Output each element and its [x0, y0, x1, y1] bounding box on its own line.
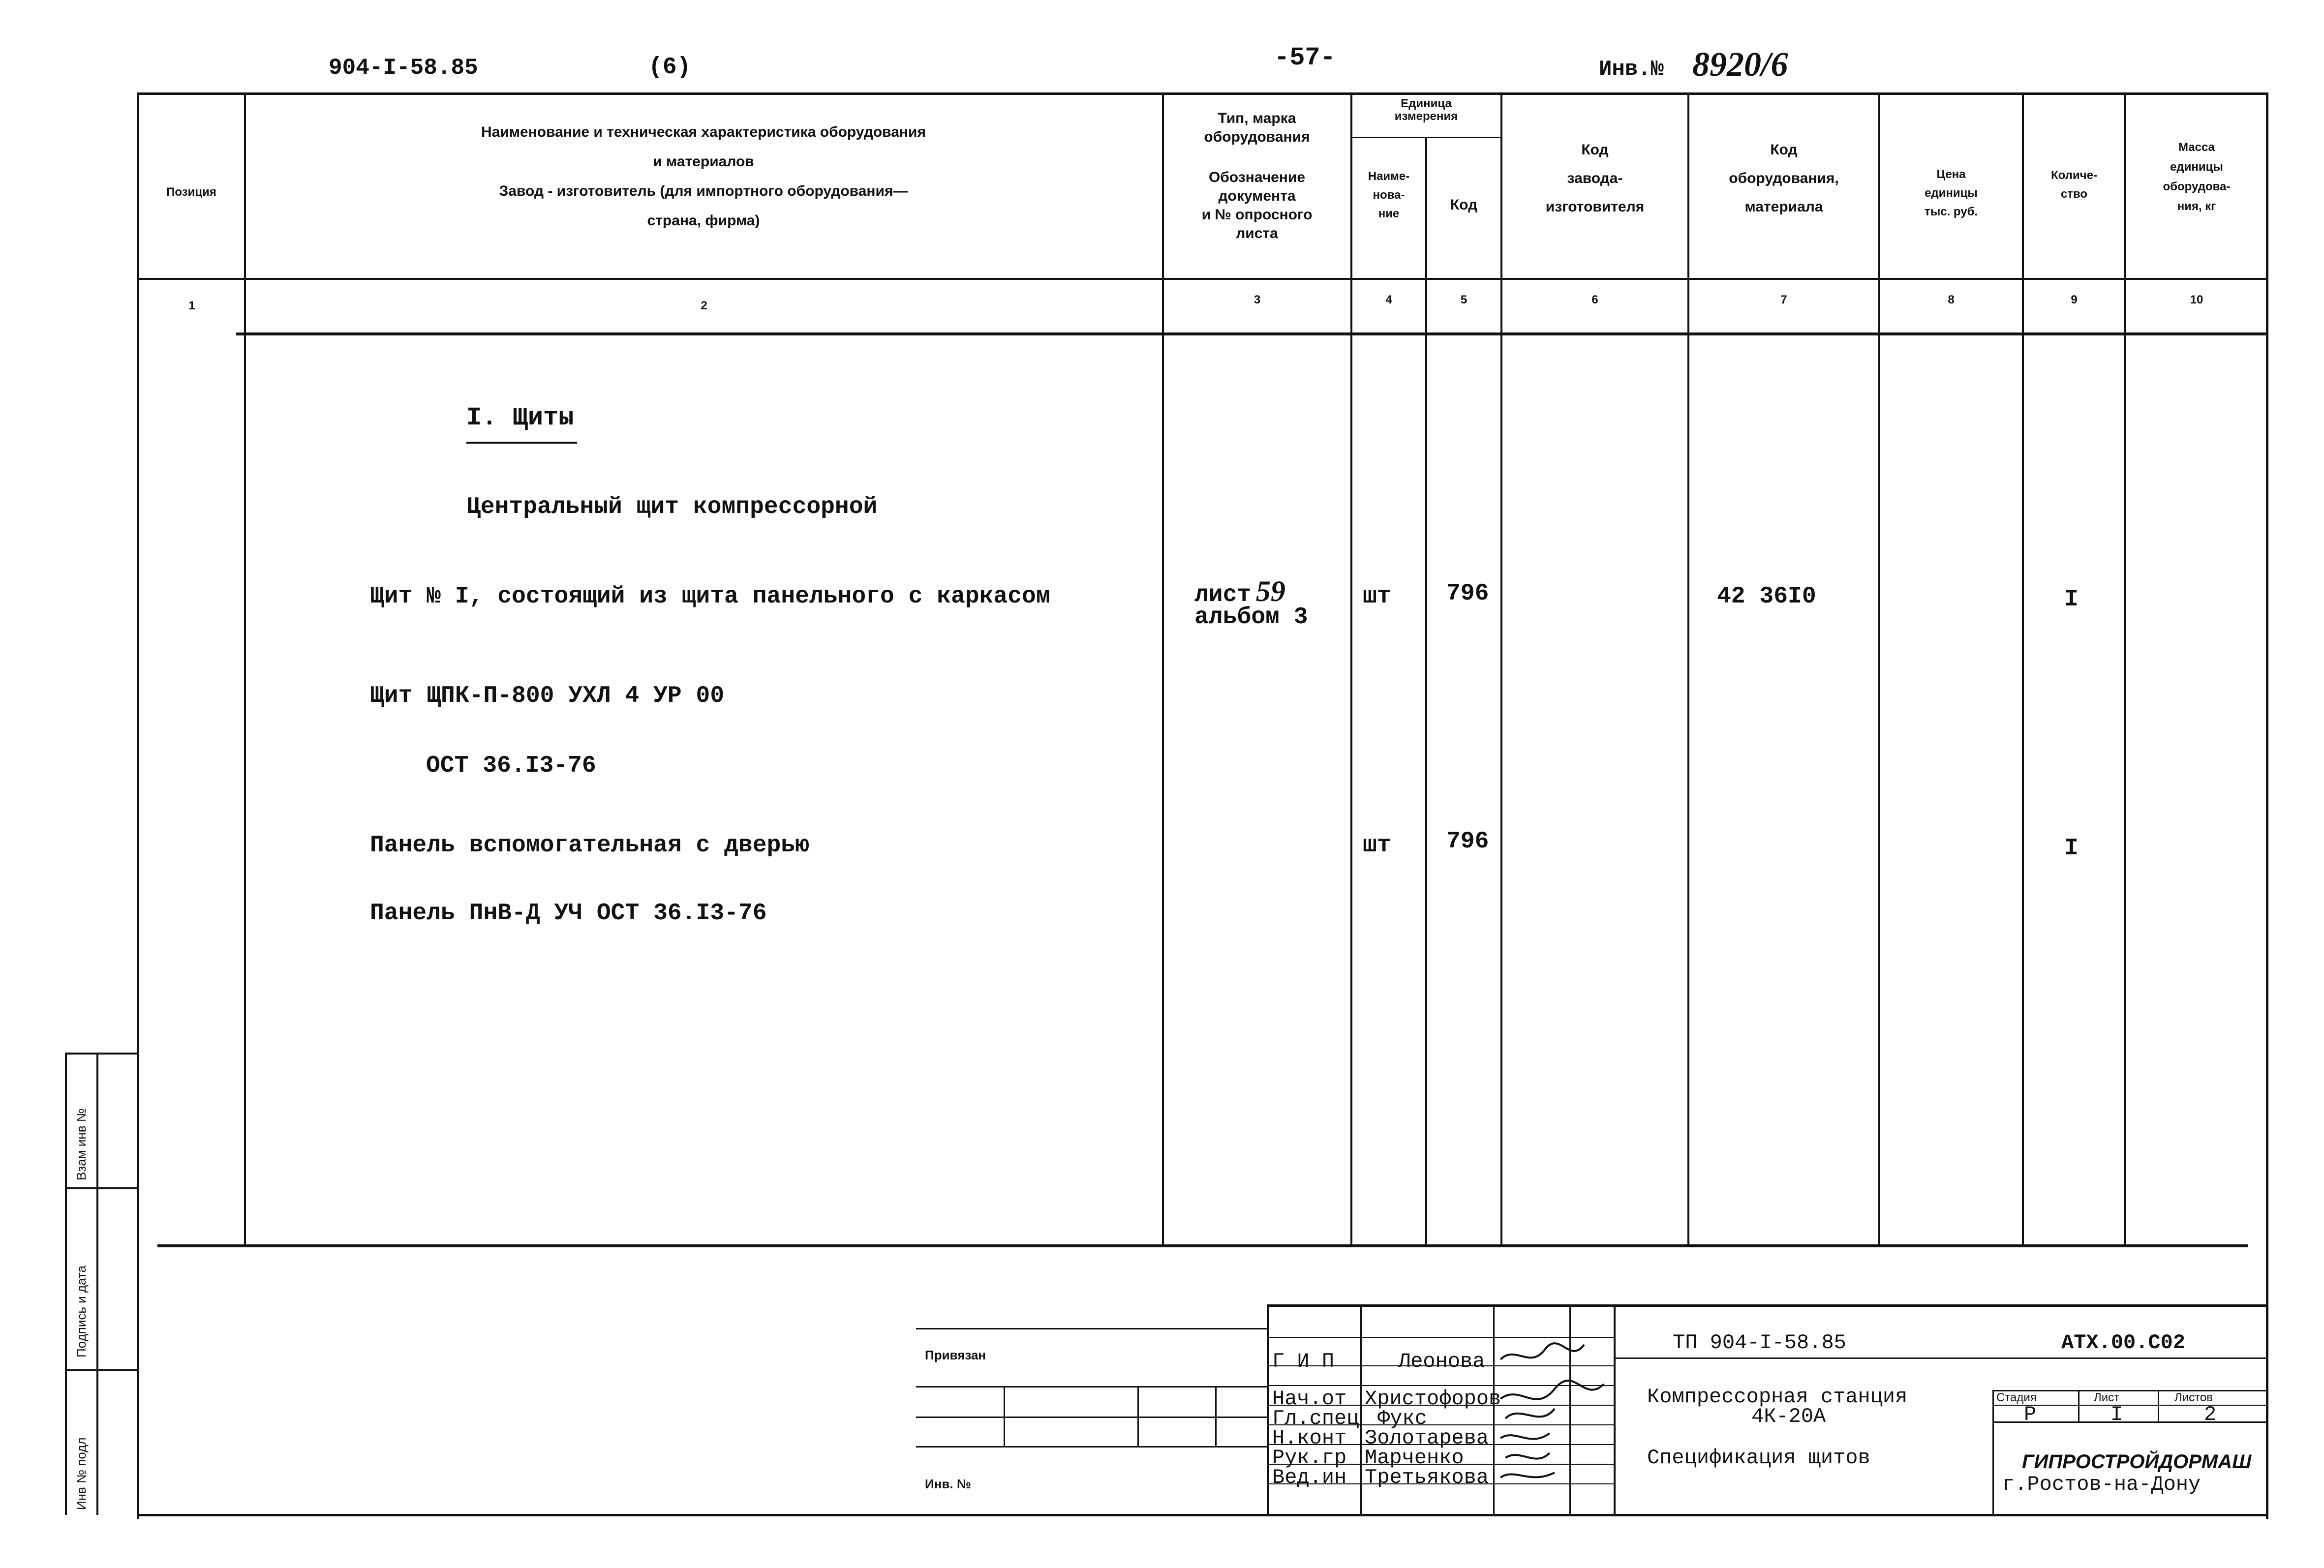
header-price-line2: единицы: [1925, 186, 1978, 200]
col-line-6: [1687, 92, 1689, 1246]
tb-stage-value: Р: [2024, 1403, 2037, 1426]
column-number: 9: [2071, 293, 2078, 306]
frame-top-line: [138, 92, 2268, 95]
col-line-5: [1500, 92, 1502, 1246]
col-line-9: [2124, 92, 2126, 1246]
header-unit-name-line1: Наиме-: [1368, 170, 1410, 183]
tb-top-line: [1267, 1304, 2268, 1307]
column-number: 10: [2190, 293, 2203, 306]
row1-document: [1194, 574, 1285, 608]
tb-attach-vline3: [1215, 1386, 1217, 1446]
header-qty-line2: ство: [2060, 187, 2088, 201]
margin-box-top: [65, 1053, 138, 1055]
document-number: 904-I-58.85: [329, 55, 478, 81]
col-line-7: [1878, 92, 1880, 1246]
tb-role-gip: Г И П: [1272, 1350, 1335, 1373]
header-price-line3: тыс. руб.: [1924, 205, 1978, 218]
row1-doc-album: альбом 3: [1194, 604, 1308, 631]
header-name-line2: и материалов: [653, 153, 754, 170]
row4-name: Панель вспомогательная с дверью: [370, 832, 809, 859]
header-type-line5: и № опросного: [1201, 207, 1313, 223]
tb-name-marchenko: Марченко: [1365, 1446, 1464, 1470]
row4-unit-code: 796: [1446, 828, 1489, 855]
tb-stage-col1: [2078, 1390, 2079, 1421]
tb-role-n-kontr: Н.конт: [1272, 1426, 1347, 1450]
body-bottom-line: [157, 1244, 2248, 1247]
header-type-line6: листа: [1236, 225, 1278, 241]
margin-signature-date: Подпись и дата: [74, 1265, 89, 1357]
margin-inv-podl: Инв № подл: [74, 1437, 89, 1510]
margin-box-div2: [65, 1369, 138, 1371]
header-unit-name: [1352, 167, 1425, 223]
header-type: [1164, 109, 1350, 243]
header-plant-code-line3: изготовителя: [1545, 199, 1645, 215]
tb-name-khristoforov: Христофоров: [1365, 1387, 1501, 1411]
row1-equipment-code: 42 36I0: [1717, 583, 1816, 610]
tb-title-line1: Компрессорная станция: [1647, 1385, 1908, 1409]
header-type-line1: Тип, марка: [1218, 110, 1296, 126]
tb-sign-col4: [1614, 1304, 1616, 1516]
tb-title-line2: 4К-20А: [1751, 1405, 1826, 1428]
header-equip-code-line3: материала: [1744, 199, 1823, 215]
tb-attach-vline1: [1004, 1386, 1005, 1446]
header-equip-code-line1: Код: [1770, 142, 1798, 158]
row3-name: ОСТ 36.I3-76: [426, 753, 596, 779]
row1-unit-code: 796: [1446, 580, 1489, 607]
header-name-line1: Наименование и техническая характеристика оборудования: [481, 124, 926, 140]
subsection-title: Центральный щит компрессорной: [466, 494, 878, 520]
column-number: 6: [1591, 293, 1598, 306]
tb-organization: ГИПРОСТРОЙДОРМАШ: [2022, 1451, 2252, 1473]
header-bottom-line: [138, 278, 2268, 280]
row1-unit: шт: [1363, 583, 1391, 610]
section-title-underline: [466, 442, 577, 444]
numbers-bottom-line: [236, 332, 2268, 335]
tb-sheet-title: Спецификация щитов: [1647, 1446, 1870, 1470]
tb-document-code: АТХ.00.С02: [2061, 1331, 2186, 1355]
header-plant-code-line2: завода-: [1567, 170, 1623, 186]
row4-unit: шт: [1363, 832, 1391, 859]
tb-name-fuks: Фукс: [1377, 1407, 1427, 1430]
header-unit-code: Код: [1450, 197, 1478, 213]
variant-label: (6): [648, 54, 691, 81]
frame-left-line: [137, 92, 139, 1519]
section-title: I. Щиты: [466, 403, 574, 432]
tb-name-zolotareva: Золотарева: [1365, 1426, 1489, 1450]
header-plant-code: [1502, 141, 1687, 216]
row1-doc-sheet-number: 59: [1255, 575, 1285, 607]
column-number: 1: [188, 299, 195, 312]
row4-quantity: I: [2064, 835, 2079, 862]
column-number: 4: [1385, 293, 1392, 306]
header-position: Позиция: [166, 185, 216, 199]
header-price-line1: Цена: [1936, 168, 1966, 181]
col-line-2: [1162, 92, 1164, 1246]
header-type-line4: документа: [1218, 188, 1296, 204]
frame-bottom-line: [138, 1514, 2268, 1516]
tb-attach-line3: [916, 1446, 1267, 1447]
column-number: 7: [1780, 293, 1787, 306]
tb-stage-label: Стадия: [1996, 1391, 2037, 1404]
header-quantity: [2024, 166, 2124, 204]
col-line-1: [244, 92, 246, 1246]
col-line-8: [2022, 92, 2024, 1246]
header-mass-line3: оборудова-: [2163, 180, 2231, 193]
header-unit-name-line3: ние: [1378, 207, 1400, 220]
header-name-line4: страна, фирма): [647, 212, 760, 229]
tb-role-gl-spec: Гл.спец: [1272, 1407, 1359, 1430]
tb-project-number: ТП 904-I-58.85: [1673, 1331, 1846, 1355]
page-number: -57-: [1274, 43, 1336, 72]
margin-box-right: [96, 1053, 98, 1515]
row2-name: Щит ЩПК-П-800 УХЛ 4 УР 00: [370, 683, 725, 709]
header-equipment-code: [1689, 141, 1878, 216]
header-mass: [2126, 138, 2267, 216]
header-mass-line2: единицы: [2170, 160, 2223, 174]
header-name: [246, 123, 1161, 230]
tb-role-nach-otd: Нач.от: [1272, 1387, 1347, 1411]
tb-sign-row1: [1267, 1337, 1614, 1338]
header-mass-line4: ния, кг: [2177, 200, 2216, 213]
tb-attach-line1: [916, 1386, 1267, 1387]
tb-attach-top: [916, 1328, 1267, 1329]
header-mass-line1: Масса: [2178, 141, 2215, 154]
tb-sheet-label: Лист: [2094, 1391, 2120, 1404]
inventory-number: 8920/6: [1692, 46, 1788, 84]
tb-right-top-line: [1616, 1357, 2268, 1359]
col-line-3: [1350, 92, 1352, 1246]
tb-name-leonova: Леонова: [1398, 1350, 1485, 1373]
tb-right-vdiv: [1992, 1390, 1994, 1516]
tb-organization-city: г.Ростов-на-Дону: [2002, 1473, 2201, 1496]
header-price: [1880, 165, 2022, 221]
margin-vzam-inv: Взам инв №: [74, 1108, 89, 1180]
inventory-label: Инв.№: [1599, 57, 1664, 82]
column-number: 3: [1254, 293, 1261, 306]
tb-sheets-label: Листов: [2174, 1391, 2213, 1404]
column-number: 2: [701, 299, 707, 312]
tb-name-tretyakova: Третьякова: [1365, 1466, 1489, 1489]
tb-role-ruk-gr: Рук.гр: [1272, 1446, 1347, 1470]
row1-doc-prefix: лист: [1194, 582, 1252, 608]
tb-attach-line2: [916, 1417, 1267, 1418]
header-unit: [1352, 97, 1500, 123]
margin-box-div1: [65, 1187, 138, 1189]
column-number: 8: [1948, 293, 1955, 306]
tb-role-ved-inzh: Вед.ин: [1272, 1466, 1347, 1489]
tb-signatures-icon: [1496, 1340, 1614, 1487]
header-name-line3: Завод - изготовитель (для импортного оборудования—: [499, 183, 908, 199]
column-number: 5: [1460, 293, 1468, 306]
tb-inv-label: Инв. №: [925, 1477, 971, 1491]
row5-name: Панель ПнВ-Д УЧ ОСТ 36.I3-76: [370, 900, 767, 927]
header-equip-code-line2: оборудования,: [1729, 170, 1839, 186]
row1-quantity: I: [2064, 586, 2079, 613]
tb-sheet-value: I: [2110, 1403, 2123, 1426]
header-type-line2: оборудования: [1204, 129, 1310, 145]
row1-name: Щит № I, состоящий из щита панельного с каркасом: [370, 583, 1050, 610]
header-type-line3: Обозначение: [1208, 169, 1306, 185]
header-unit-line1: Единица: [1401, 97, 1452, 110]
tb-sheets-value: 2: [2204, 1403, 2217, 1426]
margin-box-left: [65, 1053, 67, 1515]
header-qty-line1: Количе-: [2051, 169, 2097, 182]
header-unit-name-line2: нова-: [1373, 188, 1405, 202]
header-plant-code-line1: Код: [1581, 142, 1609, 158]
tb-attach-vline2: [1137, 1386, 1139, 1446]
tb-attached-label: Привязан: [925, 1348, 986, 1362]
tb-stage-col2: [2158, 1390, 2159, 1421]
header-unit-line2: измерения: [1394, 110, 1458, 123]
